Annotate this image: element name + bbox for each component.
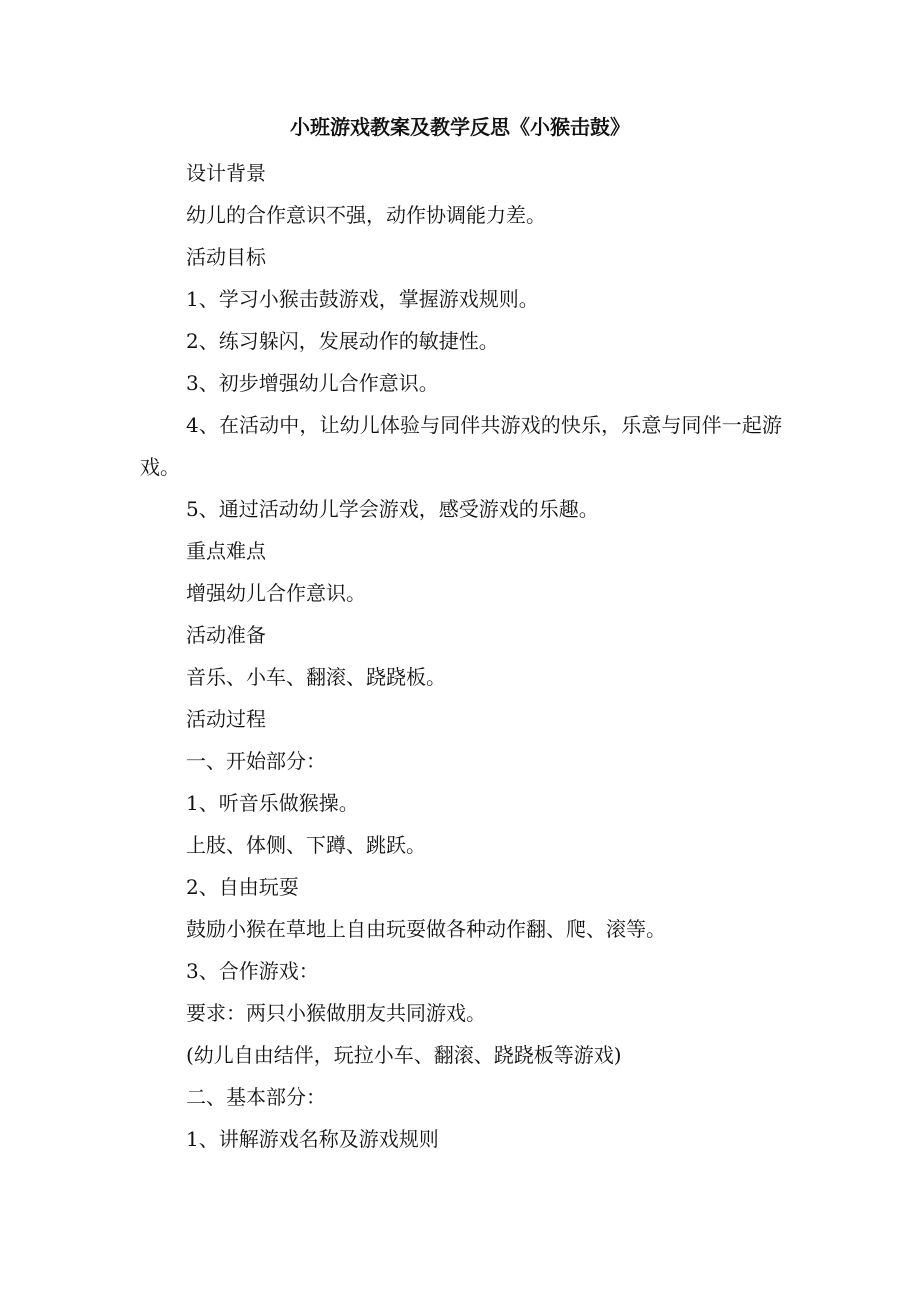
paragraph: 增强幼儿合作意识。 — [186, 581, 366, 605]
paragraph: 鼓励小猴在草地上自由玩耍做各种动作翻、爬、滚等。 — [186, 917, 666, 941]
step-item: 2、自由玩耍 — [186, 875, 299, 899]
step-item: 1、听音乐做猴操。 — [186, 791, 359, 815]
paragraph: 上肢、体侧、下蹲、跳跃。 — [186, 833, 426, 857]
goal-item-2: 2、练习躲闪，发展动作的敏捷性。 — [186, 329, 499, 353]
step-item: 1、讲解游戏名称及游戏规则 — [186, 1127, 439, 1151]
heading-key-points: 重点难点 — [186, 539, 266, 563]
section-heading-start: 一、开始部分： — [186, 749, 326, 773]
paragraph: 音乐、小车、翻滚、跷跷板。 — [186, 665, 446, 689]
paragraph: 要求：两只小猴做朋友共同游戏。 — [186, 1001, 486, 1025]
section-heading-basic: 二、基本部分： — [186, 1085, 326, 1109]
step-item: 3、合作游戏： — [186, 959, 319, 983]
goal-item-3: 3、初步增强幼儿合作意识。 — [186, 371, 439, 395]
heading-activity-process: 活动过程 — [186, 707, 266, 731]
heading-activity-preparation: 活动准备 — [186, 623, 266, 647]
document-body — [140, 152, 782, 1160]
heading-design-background: 设计背景 — [186, 161, 266, 185]
heading-activity-goals: 活动目标 — [186, 245, 266, 269]
paragraph: 幼儿的合作意识不强，动作协调能力差。 — [186, 203, 546, 227]
goal-item-4: 4、在活动中，让幼儿体验与同伴共游戏的快乐，乐意与同伴一起游戏。 — [140, 413, 782, 479]
paragraph: (幼儿自由结伴，玩拉小车、翻滚、跷跷板等游戏) — [186, 1043, 622, 1067]
goal-item-1: 1、学习小猴击鼓游戏，掌握游戏规则。 — [186, 287, 539, 311]
goal-item-5: 5、通过活动幼儿学会游戏，感受游戏的乐趣。 — [186, 497, 599, 521]
document-title: 小班游戏教案及教学反思《小猴击鼓》 — [290, 115, 630, 139]
